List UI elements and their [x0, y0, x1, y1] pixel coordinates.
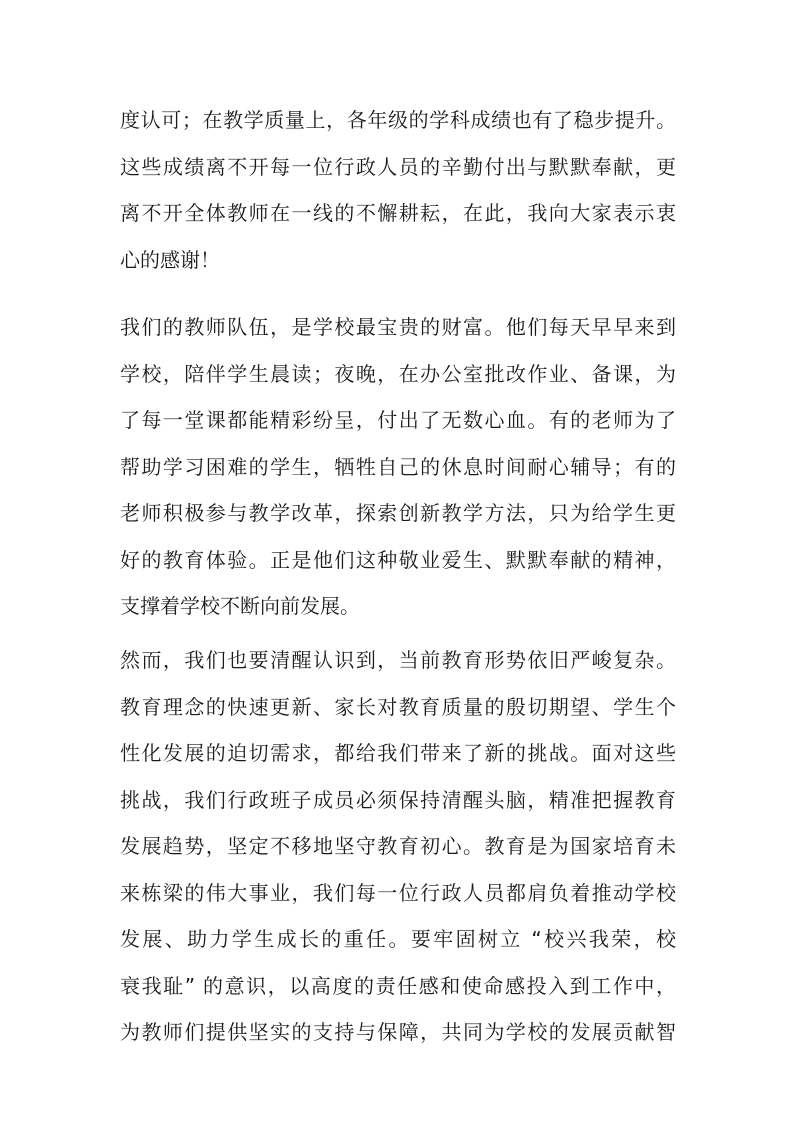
- text-line: 衰我耻” 的意识，以高度的责任感和使命感投入到工作中，: [120, 973, 676, 998]
- text-line: 老师积极参与教学改革，探索创新教学方法，只为给学生更: [120, 501, 676, 525]
- text-line: 教育理念的快速更新、家长对教育质量的殷切期望、学生个: [120, 694, 676, 719]
- text-line: 好的教育体验。正是他们这种敬业爱生、默默奉献的精神，: [120, 547, 676, 572]
- text-line: 心的感谢！: [120, 247, 220, 272]
- text-line: 帮助学习困难的学生，牺牲自己的休息时间耐心辅导；有的: [120, 454, 676, 479]
- text-line: 度认可；在教学质量上，各年级的学科成绩也有了稳步提升。: [120, 108, 676, 132]
- text-line: 这些成绩离不开每一位行政人员的辛勤付出与默默奉献，更: [120, 154, 676, 179]
- text-line: 了每一堂课都能精彩纷呈，付出了无数心血。有的老师为了: [120, 408, 676, 432]
- paragraph-gratitude: [120, 97, 676, 283]
- paragraph-challenges: [120, 637, 676, 1056]
- text-line: 支撑着学校不断向前发展。: [120, 594, 360, 618]
- text-line: 学校，陪伴学生晨读；夜晚，在办公室批改作业、备课，为: [120, 361, 676, 386]
- text-line: 为教师们提供坚实的支持与保障，共同为学校的发展贡献智: [120, 1020, 676, 1044]
- text-line: 然而，我们也要清醒认识到，当前教育形势依旧严峻复杂。: [120, 648, 676, 672]
- text-line: 发展趋势，坚定不移地坚守教育初心。教育是为国家培育未: [120, 834, 676, 858]
- paragraph-teachers: [120, 304, 676, 630]
- text-line: 离不开全体教师在一线的不懈耕耘，在此，我向大家表示衷: [120, 201, 676, 225]
- text-line: 来栋梁的伟大事业，我们每一位行政人员都肩负着推动学校: [120, 880, 676, 905]
- text-line: 发展、助力学生成长的重任。要牢固树立 “校兴我荣，校: [120, 927, 676, 951]
- text-line: 我们的教师队伍，是学校最宝贵的财富。他们每天早早来到: [120, 315, 676, 339]
- text-line: 性化发展的迫切需求，都给我们带来了新的挑战。面对这些: [120, 741, 676, 765]
- text-line: 挑战，我们行政班子成员必须保持清醒头脑，精准把握教育: [120, 787, 676, 812]
